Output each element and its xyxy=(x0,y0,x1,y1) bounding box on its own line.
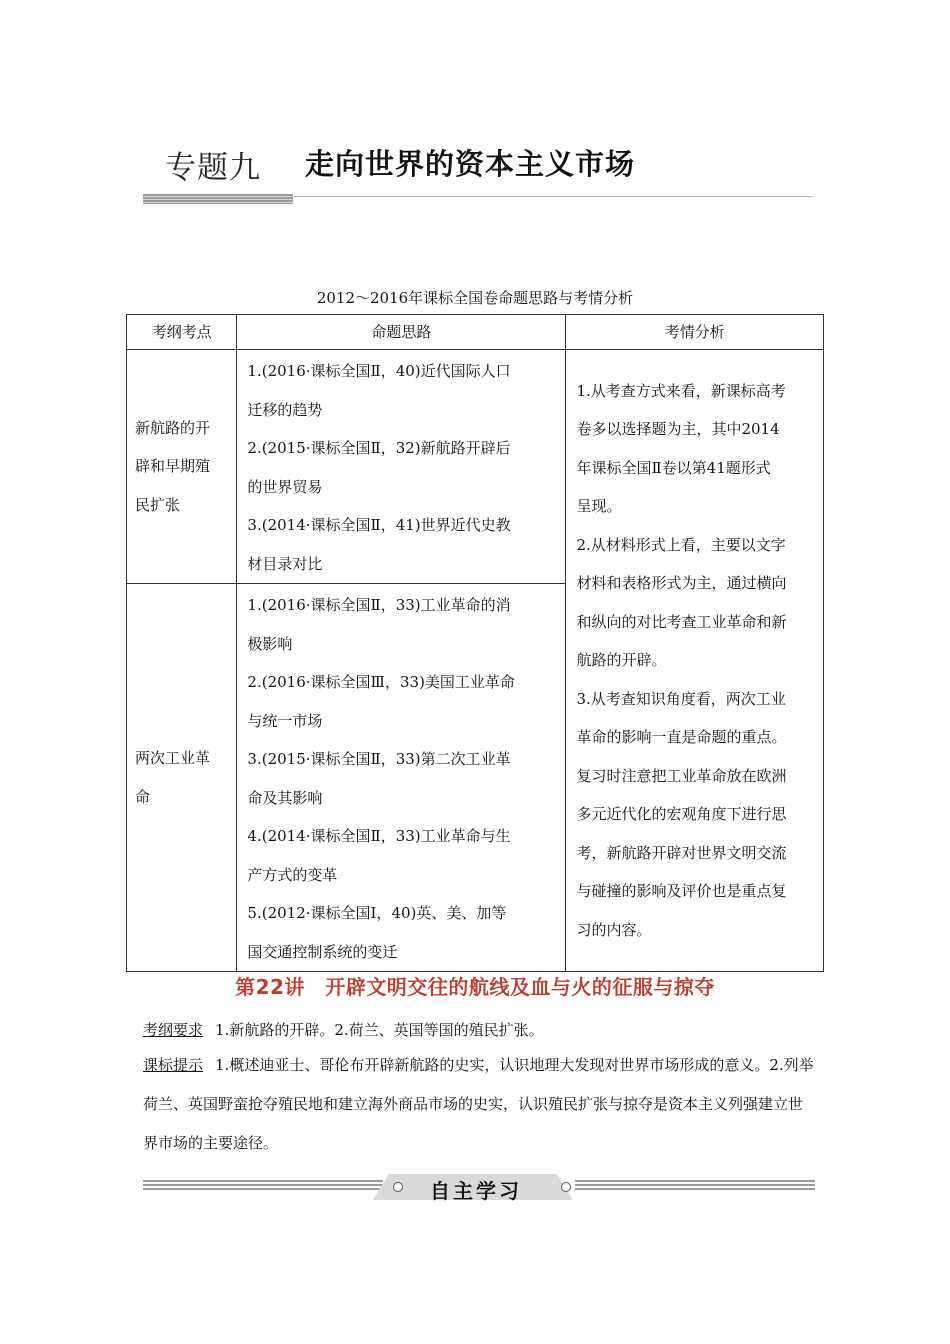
analysis-line: 3.从考查知识角度看，两次工业 xyxy=(576,689,786,708)
header-rule xyxy=(293,196,813,197)
question-idea-line: 材目录对比 xyxy=(247,554,323,573)
question-idea-line: 2.(2015·课标全国Ⅱ，32)新航路开辟后 xyxy=(247,439,511,457)
lesson-title: 第22讲 开辟文明交往的航线及血与火的征服与掠夺 xyxy=(235,975,715,999)
topic-title: 走向世界的资本主义市场 xyxy=(305,147,636,181)
question-idea-line: 国交通控制系统的变迁 xyxy=(247,942,398,961)
syllabus-requirement-label: 考纲要求 xyxy=(143,1021,204,1039)
circle-icon xyxy=(393,1182,403,1192)
banner-right-lines xyxy=(575,1180,815,1192)
question-ideas-cell xyxy=(237,350,566,584)
question-idea-line: 的世界贸易 xyxy=(247,477,323,496)
column-header-point: 考纲考点 xyxy=(127,315,237,350)
exam-point-line: 民扩张 xyxy=(135,495,181,514)
analysis-line: 年课标全国Ⅱ卷以第41题形式 xyxy=(576,458,771,477)
analysis-line: 1.从考查方式来看，新课标高考 xyxy=(576,381,786,400)
syllabus-requirement-text: 1.新航路的开辟。2.荷兰、英国等国的殖民扩张。 xyxy=(215,1021,544,1039)
analysis-line: 革命的影响一直是命题的重点。 xyxy=(576,728,787,747)
topic-label: 专题九 xyxy=(165,150,261,186)
analysis-line: 多元近代化的宏观角度下进行思 xyxy=(576,805,787,824)
exam-analysis-table xyxy=(126,314,824,972)
question-idea-line: 1.(2016·课标全国Ⅱ，33)工业革命的消 xyxy=(247,596,511,614)
analysis-line: 复习时注意把工业革命放在欧洲 xyxy=(576,766,787,785)
exam-analysis-cell xyxy=(566,350,824,972)
analysis-line: 航路的开辟。 xyxy=(576,651,667,670)
question-idea-line: 迁移的趋势 xyxy=(247,400,323,419)
question-idea-line: 3.(2014·课标全国Ⅱ，41)世界近代史教 xyxy=(247,516,511,534)
analysis-line: 呈现。 xyxy=(576,497,622,516)
banner-left-lines xyxy=(143,1180,383,1192)
question-idea-line: 3.(2015·课标全国Ⅱ，33)第二次工业革 xyxy=(247,750,511,768)
topic-header xyxy=(143,140,815,210)
section-label: 自主学习 xyxy=(430,1179,522,1203)
exam-point-line: 新航路的开 xyxy=(135,418,211,437)
section-banner xyxy=(143,1174,815,1202)
question-idea-line: 产方式的变革 xyxy=(247,865,338,884)
curriculum-hint-label: 课标提示 xyxy=(143,1056,204,1074)
question-idea-line: 1.(2016·课标全国Ⅱ，40)近代国际人口 xyxy=(247,362,511,380)
analysis-line: 考，新航路开辟对世界文明交流 xyxy=(576,843,787,862)
table-row xyxy=(127,350,824,584)
question-ideas-cell xyxy=(237,584,566,972)
exam-point-cell xyxy=(127,584,237,972)
question-idea-line: 5.(2012·课标全国Ⅰ，40)英、美、加等 xyxy=(247,904,507,922)
header-decorative-bar xyxy=(143,194,293,204)
column-header-ideas: 命题思路 xyxy=(237,315,566,350)
syllabus-requirement xyxy=(143,1011,815,1050)
curriculum-hint-text: 1.概述迪亚士、哥伦布开辟新航路的史实，认识地理大发现对世界市场形成的意义。2.列举荷兰、英国野蛮抢夺殖民地和建立海外商品市场的史实，认识殖民扩张与掠夺是资本主义列强建立世界市场的主要途径。 xyxy=(143,1056,814,1152)
table-header-row xyxy=(127,315,824,350)
analysis-line: 与碰撞的影响及评价也是重点复 xyxy=(576,882,787,901)
exam-point-line: 辟和早期殖 xyxy=(135,457,211,476)
exam-point-cell xyxy=(127,350,237,584)
exam-point-line: 两次工业革 xyxy=(135,749,211,767)
question-idea-line: 命及其影响 xyxy=(247,788,323,807)
exam-point-line: 命 xyxy=(135,787,151,806)
circle-icon xyxy=(561,1182,571,1192)
analysis-line: 材料和表格形式为主，通过横向 xyxy=(576,574,787,593)
analysis-line: 2.从材料形式上看，主要以文字 xyxy=(576,535,786,554)
column-header-analysis: 考情分析 xyxy=(566,315,824,350)
question-idea-line: 极影响 xyxy=(247,634,293,653)
analysis-line: 习的内容。 xyxy=(576,920,652,939)
question-idea-line: 4.(2014·课标全国Ⅱ，33)工业革命与生 xyxy=(247,827,511,845)
analysis-line: 卷多以选择题为主，其中2014 xyxy=(576,420,780,439)
curriculum-hint xyxy=(143,1046,815,1163)
question-idea-line: 2.(2016·课标全国Ⅲ，33)美国工业革命 xyxy=(247,673,515,691)
analysis-line: 和纵向的对比考查工业革命和新 xyxy=(576,612,787,631)
table-caption: 2012～2016年课标全国卷命题思路与考情分析 xyxy=(316,289,634,307)
question-idea-line: 与统一市场 xyxy=(247,711,323,730)
